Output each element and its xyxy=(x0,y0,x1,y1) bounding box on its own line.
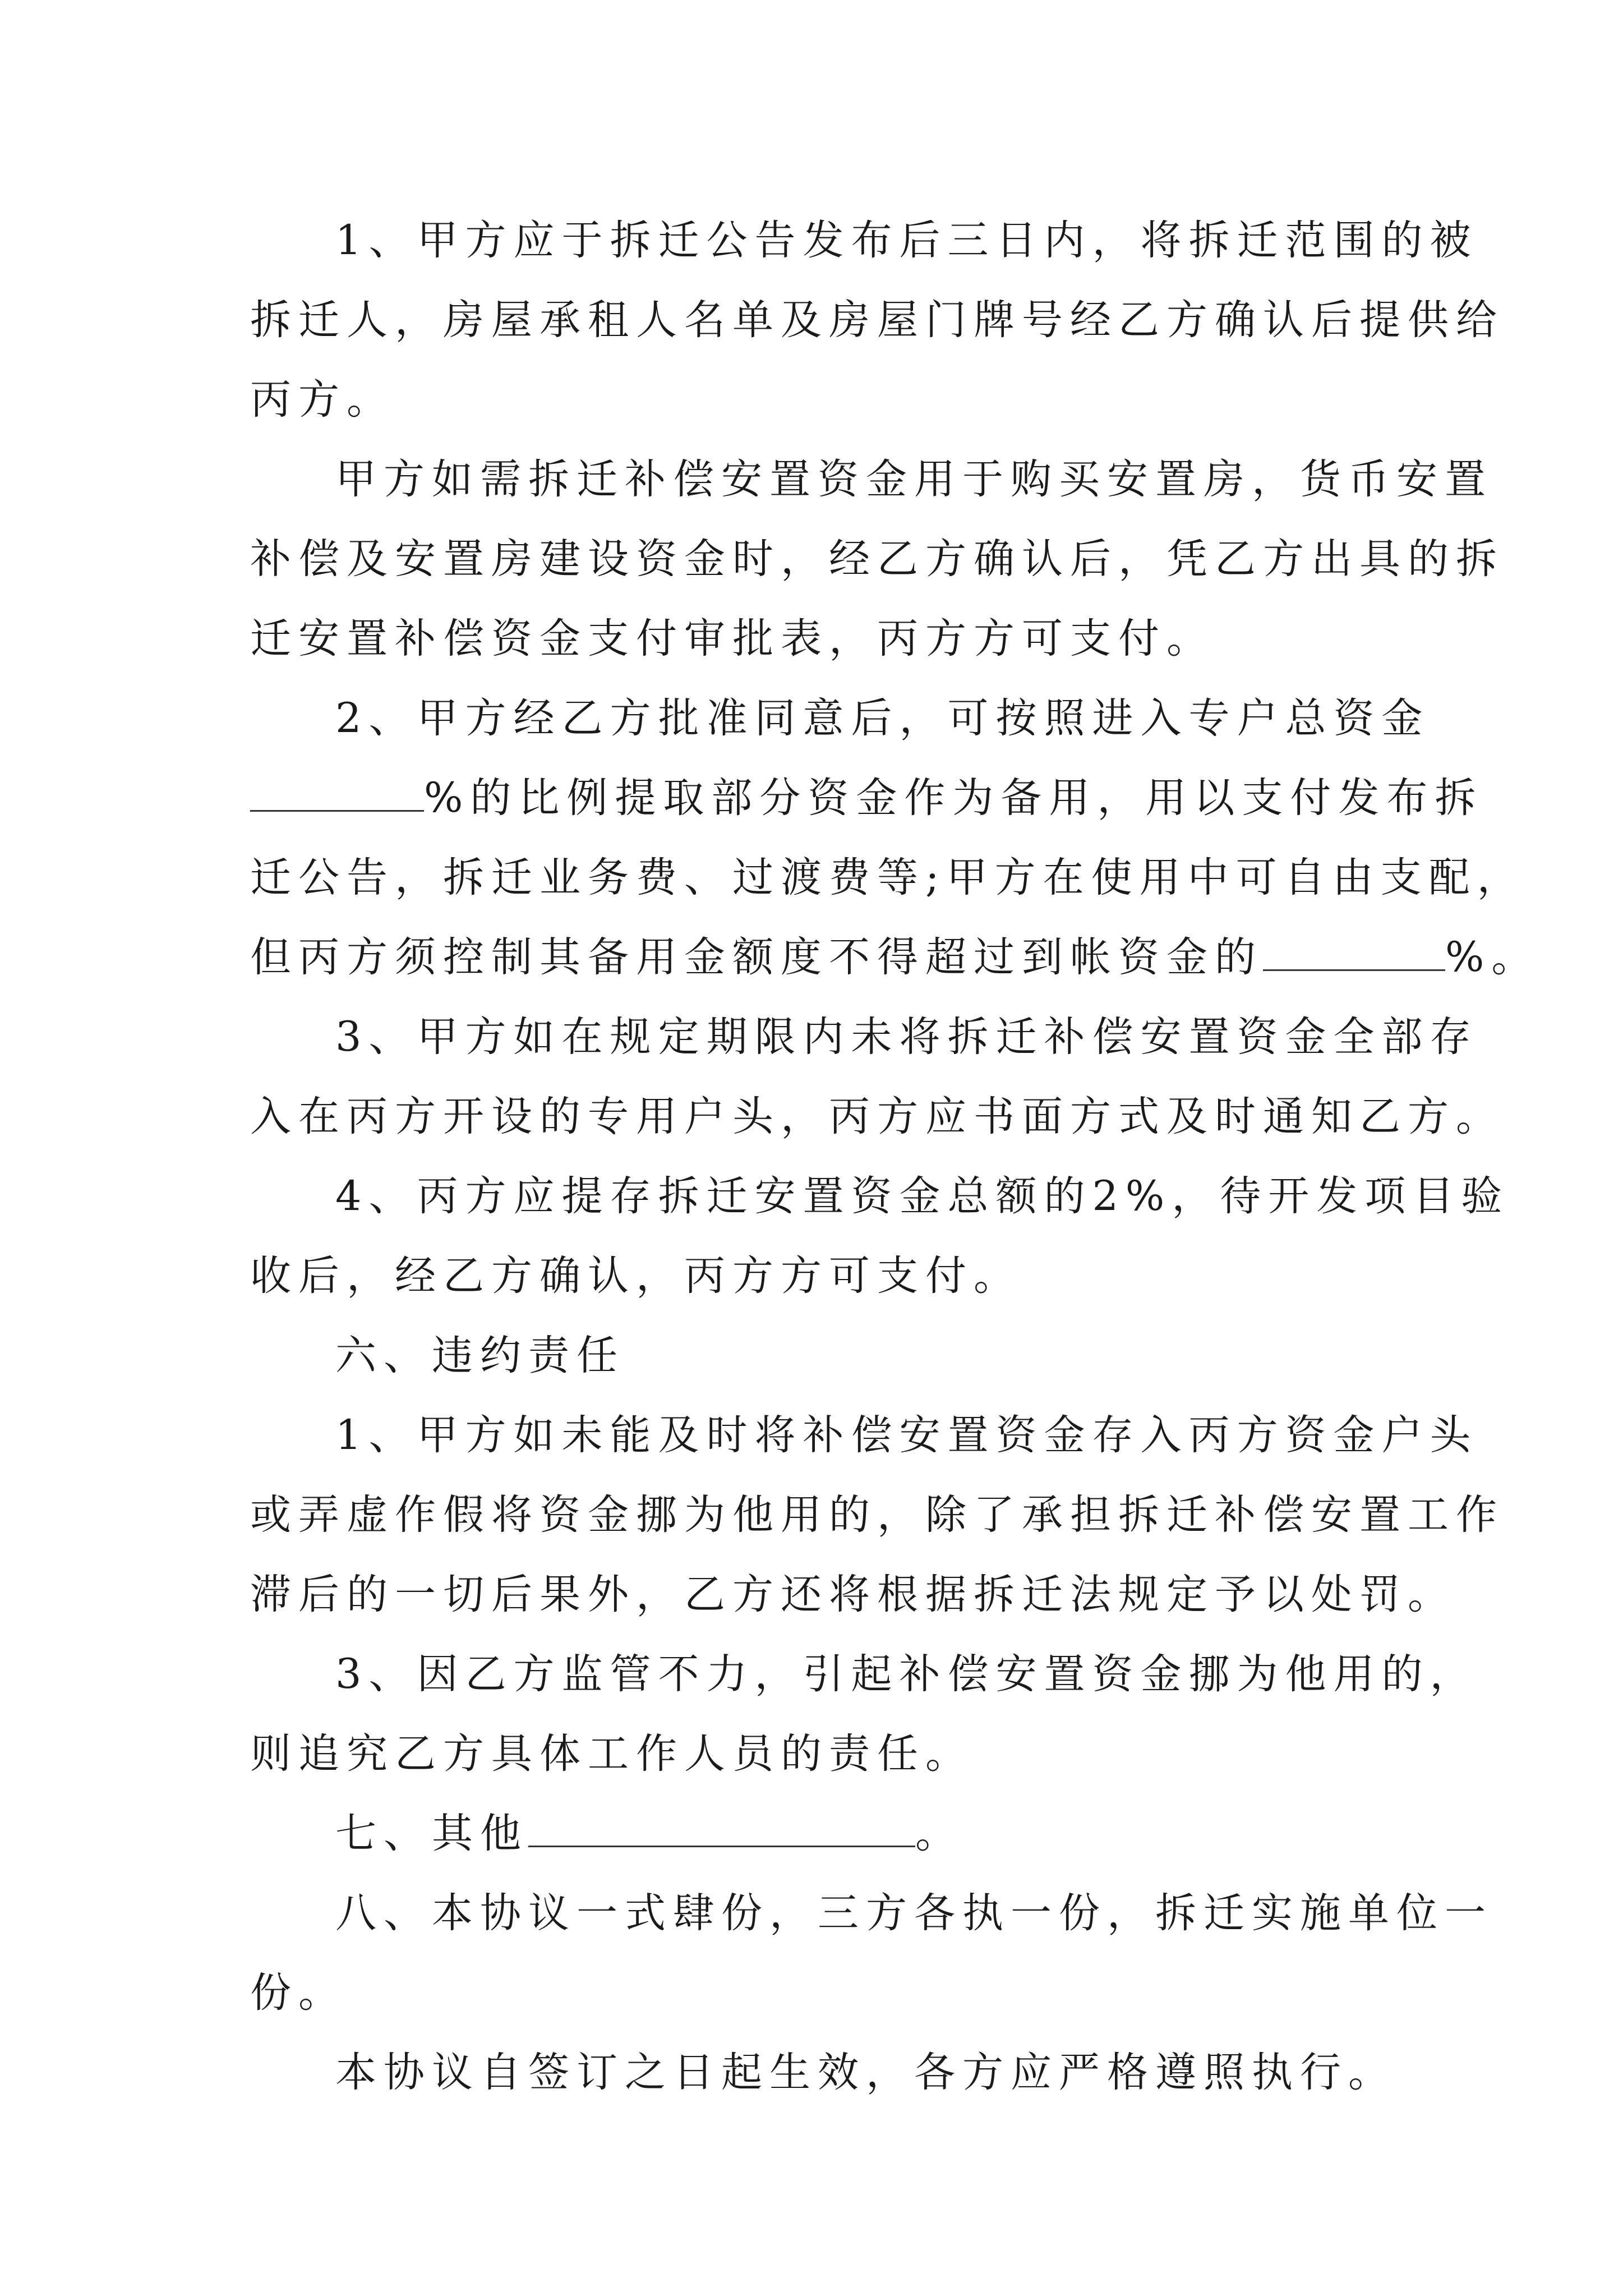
text-run: 1、甲方如未能及时将补偿安置资金存入丙方资金户头 xyxy=(335,1411,1478,1459)
paragraph-line xyxy=(250,1236,1394,1316)
paragraph-line xyxy=(250,1077,1504,1157)
text-run: 补偿及安置房建设资金时，经乙方确认后，凭乙方出具的拆 xyxy=(250,535,1504,583)
section-heading xyxy=(250,1316,1394,1396)
text-run: 八、本协议一式肆份，三方各执一份，拆迁实施单位一 xyxy=(335,1889,1493,1937)
text-run: 2、甲方经乙方批准同意后，可按照进入专户总资金 xyxy=(335,694,1430,742)
text-run: 本协议自签订之日起生效，各方应严格遵照执行。 xyxy=(335,2049,1396,2096)
paragraph-line xyxy=(250,918,1540,997)
paragraph-line xyxy=(250,201,1478,280)
text-run: 则追究乙方具体工作人员的责任。 xyxy=(250,1730,974,1778)
text-run: 滞后的一切后果外，乙方还将根据拆迁法规定予以处罚。 xyxy=(250,1571,1456,1618)
paragraph-line xyxy=(250,1635,1478,1714)
paragraph-line xyxy=(250,599,1394,679)
fill-in-blank xyxy=(528,1812,915,1847)
text-run: %的比例提取部分资金作为备用，用以支付发布拆 xyxy=(424,774,1483,822)
text-run: %。 xyxy=(1445,933,1540,981)
text-run: 。 xyxy=(915,1810,963,1857)
paragraph-line xyxy=(250,1714,1394,1794)
paragraph-line xyxy=(250,360,1394,440)
document-body xyxy=(250,201,1540,2113)
text-run: 迁安置补偿资金支付审批表，丙方方可支付。 xyxy=(250,615,1215,662)
text-run: 1、甲方应于拆迁公告发布后三日内，将拆迁范围的被 xyxy=(335,217,1478,264)
text-run: 收后，经乙方确认，丙方方可支付。 xyxy=(250,1252,1022,1300)
paragraph-line xyxy=(250,758,1483,838)
text-run: 七、其他 xyxy=(335,1810,528,1857)
text-run: 4、丙方应提存拆迁安置资金总额的2%，待开发项目验 xyxy=(335,1172,1510,1220)
section-heading xyxy=(250,1874,1493,1953)
paragraph-line xyxy=(250,1953,1394,2033)
text-run: 但丙方须控制其备用金额度不得超过到帐资金的 xyxy=(250,933,1263,981)
paragraph-line xyxy=(250,1555,1456,1635)
paragraph-line xyxy=(250,1396,1478,1475)
paragraph-line xyxy=(250,1475,1504,1555)
text-run: 迁公告，拆迁业务费、过渡费等;甲方在使用中可自由支配， xyxy=(250,854,1525,901)
paragraph-line xyxy=(250,838,1525,918)
text-run: 入在丙方开设的专用户头，丙方应书面方式及时通知乙方。 xyxy=(250,1093,1504,1140)
section-heading xyxy=(250,1794,1394,1874)
paragraph-line xyxy=(250,280,1504,360)
paragraph-line xyxy=(250,997,1478,1077)
text-run: 六、违约责任 xyxy=(335,1332,625,1379)
paragraph-line xyxy=(250,1157,1510,1236)
paragraph-line xyxy=(250,519,1504,599)
fill-in-blank xyxy=(250,776,424,812)
text-run: 或弄虚作假将资金挪为他用的，除了承担拆迁补偿安置工作 xyxy=(250,1491,1504,1539)
paragraph-line xyxy=(250,440,1493,519)
text-run: 丙方。 xyxy=(250,376,395,424)
text-run: 甲方如需拆迁补偿安置资金用于购买安置房，货币安置 xyxy=(335,455,1493,503)
fill-in-blank xyxy=(1263,936,1445,971)
text-run: 3、甲方如在规定期限内未将拆迁补偿安置资金全部存 xyxy=(335,1013,1478,1061)
text-run: 3、因乙方监管不力，引起补偿安置资金挪为他用的， xyxy=(335,1650,1478,1698)
text-run: 份。 xyxy=(250,1969,347,2017)
text-run: 拆迁人，房屋承租人名单及房屋门牌号经乙方确认后提供给 xyxy=(250,296,1504,344)
paragraph-line xyxy=(250,2033,1394,2113)
paragraph-line xyxy=(250,679,1430,758)
